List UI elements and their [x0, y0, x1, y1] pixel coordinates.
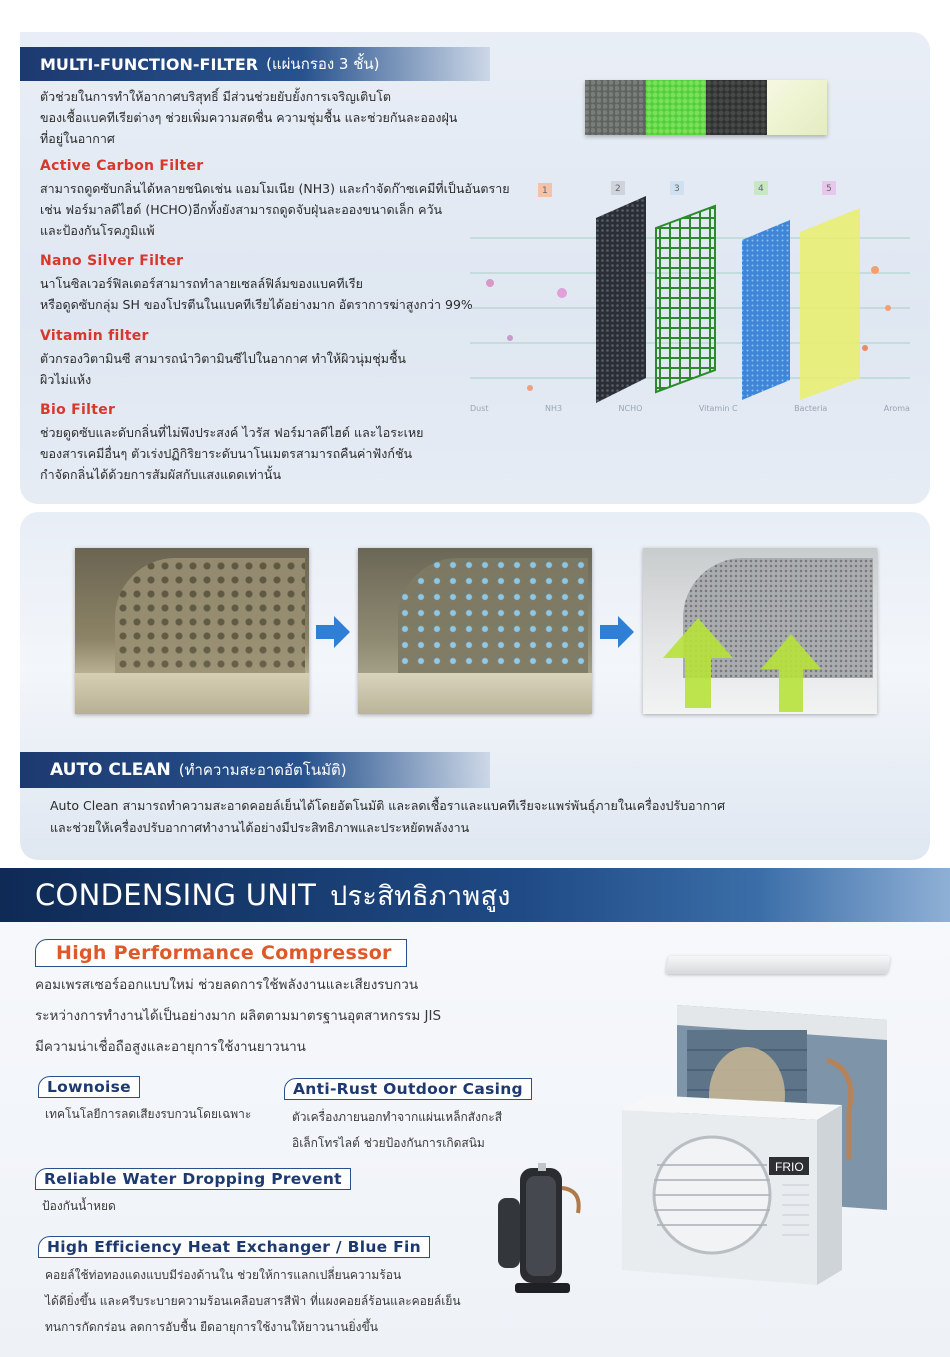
outdoor-unit-illustration	[617, 1000, 897, 1290]
multi-filter-title-thai: (แผ่นกรอง 3 ชั้น)	[266, 55, 380, 73]
section-line: และป้องกันโรคภูมิแพ้	[40, 223, 155, 238]
auto-clean-title-bar	[20, 752, 490, 788]
condensing-unit-banner	[0, 868, 950, 922]
legend-item: Vitamin C	[698, 404, 738, 413]
layer-number-4: 4	[758, 184, 764, 194]
layer-number-5: 5	[826, 184, 832, 194]
airflow-arrow-icon	[761, 634, 821, 712]
vitamin-swatch	[706, 80, 767, 135]
top-cover-panel	[665, 956, 890, 974]
auto-clean-line: Auto Clean สามารถทำความสะอาดคอยล์เย็นได้โดยอัตโนมัติ และลดเชื้อราและแบคทีเรียจะแพร่พันธุ์ภายในเครื่องปรับอากาศ	[50, 798, 726, 813]
legend-item: NCHO	[618, 404, 643, 413]
nano-silver-layer	[656, 206, 715, 392]
carbon-layer	[596, 196, 646, 403]
water-prevent-heading: Reliable Water Dropping Prevent	[35, 1168, 351, 1190]
section-line: หรือดูดซับกลุ่ม SH ของโปรตีนในแบคทีเรียได้อย่างมาก อัตราการฆ่าสูงกว่า 99%	[40, 297, 473, 312]
dirty-coil-photo	[75, 548, 309, 714]
heat-exchanger-heading: High Efficiency Heat Exchanger / Blue Fin	[38, 1236, 430, 1258]
heat-exchanger-line: ได้ดียิ่งขึ้น และครีบระบายความร้อนเคลือบสารสีฟ้า ที่แผงคอยล์ร้อนและคอยล์เย็น	[45, 1294, 461, 1308]
nano-silver-swatch	[646, 80, 707, 135]
bio-filter-heading: Bio Filter	[40, 402, 116, 418]
brand-logo: FRIO	[775, 1160, 804, 1174]
layer-number-2: 2	[615, 184, 621, 194]
lownoise-text	[45, 1101, 251, 1127]
section-line: ช่วยดูดซับและดับกลิ่นที่ไม่พึงประสงค์ ไวรัส ฟอร์มาลดีไฮด์ และไอระเหย	[40, 425, 424, 440]
section-line: นาโนซิลเวอร์ฟิลเตอร์สามารถทำลายเซลล์ฟิล์มของแบคทีเรีย	[40, 276, 363, 291]
legend-item: Dust	[470, 404, 489, 413]
section-line: ตัวกรองวิตามินซี สามารถนำวิตามินซีไปในอากาศ ทำให้ผิวนุ่มชุ่มชื้น	[40, 351, 406, 366]
section-line: กำจัดกลิ่นได้ด้วยการสัมผัสกับแสงแดดเท่านั้น	[40, 467, 281, 482]
multi-filter-intro	[40, 86, 457, 149]
section-line: เช่น ฟอร์มาลดีไฮด์ (HCHO)อีกทั้งยังสามารถดูดจับฝุ่นละอองขนาดเล็ก ควัน	[40, 202, 443, 217]
section-line: ของสารเคมีอื่นๆ ตัวเร่งปฏิกิริยาระดับนาโนเมตรสามารถคืนค่าฟังก์ชัน	[40, 446, 412, 461]
nano-silver-heading: Nano Silver Filter	[40, 253, 184, 269]
bio-swatch	[767, 80, 828, 135]
legend-item: Aroma	[883, 404, 910, 413]
filter-swatches	[585, 80, 827, 135]
antirust-line: อิเล็กโทรไลต์ ช่วยป้องกันการเกิดสนิม	[292, 1136, 485, 1150]
lownoise-line: เทคโนโลยีการลดเสียงรบกวนโดยเฉพาะ	[45, 1107, 252, 1121]
auto-clean-text	[50, 795, 725, 839]
vitamin-layer	[742, 220, 790, 400]
compressor-illustration	[490, 1158, 590, 1308]
clean-coil-photo	[643, 548, 877, 714]
condensing-title-thai: ประสิทธิภาพสูง	[330, 880, 511, 912]
multi-filter-title: MULTI-FUNCTION-FILTER	[40, 54, 259, 74]
filter-layers-diagram	[470, 178, 910, 423]
compressor-text	[35, 970, 441, 1063]
bio-layer	[800, 208, 860, 400]
vitamin-text	[40, 348, 406, 390]
compressor-line: ระหว่างการทำงานได้เป็นอย่างมาก ผลิตตามมาตรฐานอุตสาหกรรม JIS	[35, 1008, 442, 1024]
filter-legend	[470, 404, 910, 413]
heat-exchanger-text	[45, 1262, 461, 1340]
cleaning-coil-photo	[358, 548, 592, 714]
intro-line: ที่อยู่ในอากาศ	[40, 131, 115, 146]
heat-exchanger-line: ทนการกัดกร่อน ลดการอับชื้น ยืดอายุการใช้งานให้ยาวนานยิ่งขึ้น	[45, 1320, 378, 1334]
arrow-right-icon	[600, 614, 636, 650]
water-prevent-text	[42, 1193, 116, 1219]
auto-clean-line: และช่วยให้เครื่องปรับอากาศทำงานได้อย่างมีประสิทธิภาพและประหยัดพลังงาน	[50, 820, 470, 835]
intro-line: ของเชื้อแบคทีเรียต่างๆ ช่วยเพิ่มความสดชื่น ความชุ่มชื้น และช่วยกันละอองฝุ่น	[40, 110, 458, 125]
compressor-line: มีความน่าเชื่อถือสูงและอายุการใช้งานยาวนาน	[35, 1039, 306, 1055]
section-line: สามารถดูดซับกลิ่นได้หลายชนิดเช่น แอมโมเนีย (NH3) และกำจัดก๊าซเคมีที่เป็นอันตราย	[40, 181, 510, 196]
heat-exchanger-line: คอยล์ใช้ท่อทองแดงแบบมีร่องด้านใน ช่วยให้การแลกเปลี่ยนความร้อน	[45, 1268, 402, 1282]
auto-clean-title: AUTO CLEAN	[50, 760, 171, 780]
lownoise-heading: Lownoise	[38, 1076, 140, 1098]
airflow-arrow-icon	[663, 618, 733, 708]
legend-item: Bacteria	[794, 404, 828, 413]
compressor-heading: High Performance Compressor	[35, 939, 407, 967]
nano-silver-text	[40, 273, 473, 315]
layer-number-1: 1	[542, 186, 548, 196]
condensing-title: CONDENSING UNIT	[35, 878, 317, 912]
active-carbon-heading: Active Carbon Filter	[40, 158, 204, 174]
carbon-swatch	[585, 80, 646, 135]
legend-item: NH3	[544, 404, 563, 413]
active-carbon-text	[40, 178, 510, 241]
compressor-line: คอมเพรสเซอร์ออกแบบใหม่ ช่วยลดการใช้พลังงานและเสียงรบกวน	[35, 977, 419, 993]
vitamin-heading: Vitamin filter	[40, 328, 149, 344]
antirust-heading: Anti-Rust Outdoor Casing	[284, 1078, 532, 1100]
auto-clean-title-thai: (ทำความสะอาดอัตโนมัติ)	[178, 761, 347, 779]
bio-filter-text	[40, 422, 424, 485]
arrow-right-icon	[316, 614, 352, 650]
section-line: ผิวไม่แห้ง	[40, 372, 92, 387]
multi-filter-title-bar	[20, 47, 490, 81]
layer-number-3: 3	[674, 184, 680, 194]
layer-number-tags	[538, 181, 836, 197]
intro-line: ตัวช่วยในการทำให้อากาศบริสุทธิ์ มีส่วนช่วยยับยั้งการเจริญเติบโต	[40, 89, 392, 104]
antirust-line: ตัวเครื่องภายนอกทำจากแผ่นเหล็กสังกะสี	[292, 1110, 503, 1124]
water-prevent-line: ป้องกันน้ำหยด	[42, 1199, 116, 1213]
antirust-text	[292, 1104, 502, 1156]
